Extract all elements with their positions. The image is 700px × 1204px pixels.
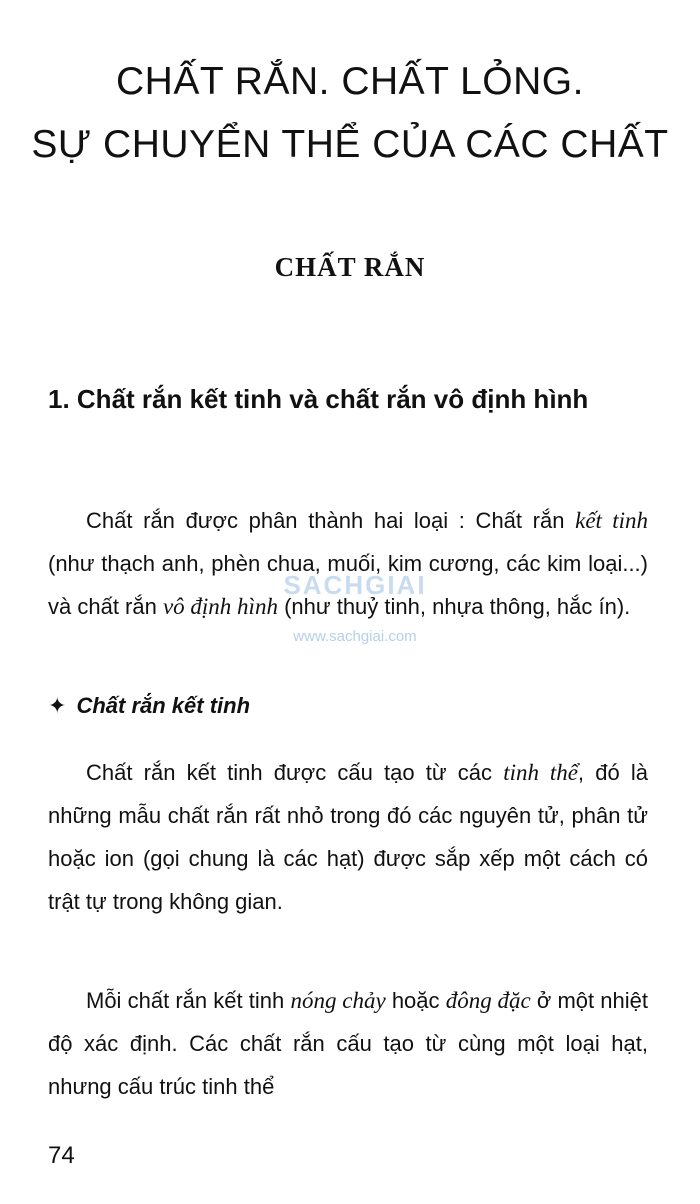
paragraph-1-text-3: (như thuỷ tinh, nhựa thông, hắc ín). (277, 594, 631, 619)
term-dong-dac: đông đặc (445, 988, 531, 1013)
section-title: CHẤT RẮN (274, 252, 426, 282)
watermark-url: www.sachgiai.com (293, 628, 417, 645)
term-nong-chay: nóng chảy (290, 988, 386, 1013)
term-vo-dinh-hinh: vô định hình (162, 594, 278, 619)
paragraph-2-text-2: , đó là những mẫu chất rắn rất nhỏ trong đó các nguyên tử, phân tử hoặc ion (gọi chung là các hạt) được sắp xếp một cách có trật tự trong không gian. (48, 760, 648, 914)
paragraph-3-text-1: Mỗi chất rắn kết tinh (86, 988, 291, 1013)
subheading-text: Chất rắn kết tinh (76, 693, 251, 718)
chapter-title-line-1: CHẤT RẮN. CHẤT LỎNG. (116, 60, 584, 103)
term-ket-tinh: kết tinh (575, 508, 648, 533)
paragraph-2 (48, 751, 648, 923)
paragraph-3-text-2: hoặc (385, 988, 446, 1013)
diamond-bullet-icon: ✦ (48, 693, 67, 718)
chapter-title-line-2: SỰ CHUYỂN THỂ CỦA CÁC CHẤT (31, 123, 669, 166)
subheading (48, 693, 250, 719)
paragraph-3-text-3: ở một nhiệt độ xác định. Các chất rắn cấu tạo từ cùng một loại hạt, nhưng cấu trúc tinh thể (48, 988, 648, 1099)
term-tinh-the: tinh thể (503, 760, 578, 785)
paragraph-1 (48, 499, 648, 628)
chapter-title (0, 50, 700, 176)
paragraph-1-text-2: (như thạch anh, phèn chua, muối, kim cương, các kim loại...) và chất rắn (48, 551, 648, 619)
paragraph-3 (48, 979, 648, 1108)
paragraph-2-text-1: Chất rắn kết tinh được cấu tạo từ các (86, 760, 504, 785)
page-number: 74 (48, 1142, 75, 1169)
section-heading: 1. Chất rắn kết tinh và chất rắn vô định hình (48, 384, 589, 414)
watermark-logo: SACHGIAI (283, 570, 427, 600)
paragraph-1-text-1: Chất rắn được phân thành hai loại : Chất rắn (86, 508, 576, 533)
